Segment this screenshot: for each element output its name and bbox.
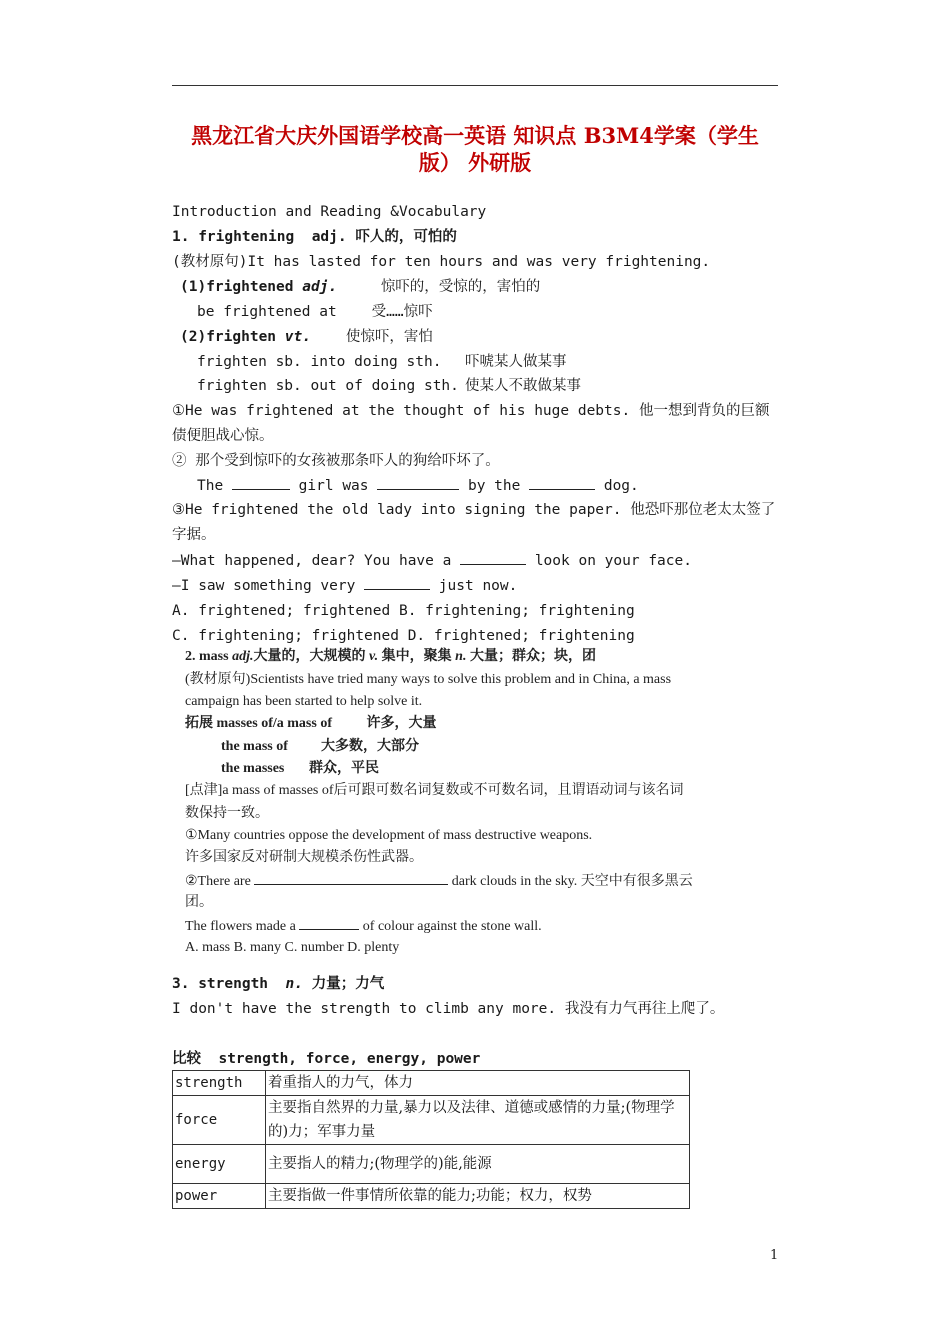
sub1-phrase: be frightened at <box>197 304 337 320</box>
item1-pos: adj. <box>311 229 347 245</box>
fill-blank-1[interactable] <box>232 476 290 490</box>
sub2-phrase1-cn: 吓唬某人做某事 <box>465 354 567 370</box>
item2-ext3 <box>221 759 379 779</box>
q-b: of colour against the stone wall. <box>362 919 542 934</box>
item1-word: 1. frightening <box>172 229 295 245</box>
ext2-phrase: the mass of <box>221 739 288 754</box>
fill-d: dog. <box>603 478 639 494</box>
document-title: 黑龙江省大庆外国语学校高一英语 知识点 B3M4学案（学生版） 外研版 <box>191 123 759 175</box>
item2-note-1: [点津]a mass of masses of后可跟可数名词复数或不可数名词，且谓语动词与该名词 <box>185 783 684 798</box>
item1-example3: ③He frightened the old lady into signing the paper. 他恐吓那位老太太签了字据。 <box>172 502 776 543</box>
fill-blank-3[interactable] <box>529 476 595 490</box>
compare-label: 比较 <box>172 1051 201 1067</box>
item2-question <box>185 916 542 937</box>
q1-blank[interactable] <box>460 551 526 565</box>
item1-heading <box>172 227 457 247</box>
ex2-b: dark clouds in the sky. 天空中有很多黑云 <box>451 874 693 889</box>
table-cell-desc: 着重指人的力气，体力 <box>266 1071 690 1096</box>
item1-fill-line <box>197 476 639 496</box>
item2-adj: adj. <box>232 649 254 664</box>
item1-sub1-phrase <box>197 302 433 322</box>
section-heading: Introduction and Reading &Vocabulary <box>172 204 487 220</box>
table-cell-desc: 主要指自然界的力量,暴力以及法律、道德或感情的力量;(物理学的)力；军事力量 <box>266 1096 690 1145</box>
sub2-pos: vt. <box>284 329 311 345</box>
sub2-phrase2-cn: 使某人不敢做某事 <box>465 378 581 394</box>
fill-a: The <box>197 478 224 494</box>
item3-heading <box>172 974 384 994</box>
sub1-word: (1)frightened <box>180 279 294 295</box>
item3-example: I don't have the strength to climb any more. 我没有力气再往上爬了。 <box>172 1001 725 1017</box>
item2-n-cn: 大量；群众；块，团 <box>469 649 596 664</box>
item2-example1-cn: 许多国家反对研制大规模杀伤性武器。 <box>185 850 423 865</box>
item1-source: (教材原句)It has lasted for ten hours and was very frightening. <box>172 254 711 270</box>
item1-sub2 <box>180 327 433 347</box>
item1-sub2-phrase1 <box>197 352 567 372</box>
item1-cn: 吓人的，可怕的 <box>355 229 457 245</box>
table-cell-word: force <box>173 1096 266 1145</box>
ex2-a: ②There are <box>185 874 251 889</box>
q1-a: —What happened, dear? You have a <box>172 553 452 569</box>
compare-words: strength, force, energy, power <box>218 1051 481 1067</box>
compare-heading <box>172 1049 480 1069</box>
fill-b: girl was <box>298 478 369 494</box>
item1-sub1 <box>180 277 540 297</box>
sub1-phrase-cn: 受……惊吓 <box>371 304 433 320</box>
ext3-phrase: the masses <box>221 761 285 776</box>
sub1-cn: 惊吓的，受惊的，害怕的 <box>380 279 541 295</box>
item3-word: 3. strength <box>172 976 269 992</box>
page-number: 1 <box>770 1248 779 1263</box>
item2-example2-cont: 团。 <box>185 895 213 910</box>
table-row <box>173 1184 690 1209</box>
item3-pos: n. <box>285 976 303 992</box>
fill-blank-2[interactable] <box>377 476 459 490</box>
table-cell-desc: 主要指人的精力;(物理学的)能,能源 <box>266 1145 690 1184</box>
ext3-cn: 群众，平民 <box>309 761 379 776</box>
item2-v: v. <box>368 649 379 664</box>
item2-word: 2. mass <box>185 649 229 664</box>
ext-label: 拓展 <box>185 716 213 731</box>
item2-heading <box>185 647 596 667</box>
compare-table <box>172 1070 690 1209</box>
item1-options-1: A. frightened; frightened B. frightening; frightening <box>172 603 635 619</box>
sub2-word: (2)frighten <box>180 329 277 345</box>
table-row <box>173 1071 690 1096</box>
item2-v-cn: 集中，聚集 <box>381 649 452 664</box>
ext1-cn: 许多，大量 <box>366 716 437 731</box>
q1-b: look on your face. <box>534 553 692 569</box>
sub2-cn: 使惊吓，害怕 <box>345 329 433 345</box>
q2-blank[interactable] <box>364 576 430 590</box>
q-a: The flowers made a <box>185 919 296 934</box>
ex2-blank[interactable] <box>254 871 448 885</box>
sub1-pos: adj. <box>302 279 338 295</box>
item1-example2: ② 那个受到惊吓的女孩被那条吓人的狗给吓坏了。 <box>172 453 500 469</box>
item2-note-2: 数保持一致。 <box>185 806 269 821</box>
table-cell-desc: 主要指做一件事情所依靠的能力;功能；权力，权势 <box>266 1184 690 1209</box>
item2-source-2: campaign has been started to help solve it. <box>185 694 423 709</box>
item2-ext1 <box>185 714 437 734</box>
table-row <box>173 1096 690 1145</box>
item1-sub2-phrase2 <box>197 376 581 396</box>
item2-example2 <box>185 871 693 892</box>
sub2-phrase1: frighten sb. into doing sth. <box>197 354 442 370</box>
item1-question-line1 <box>172 551 692 571</box>
header-rule <box>172 85 778 86</box>
table-row <box>173 1145 690 1184</box>
q-blank[interactable] <box>299 916 359 930</box>
item3-cn: 力量；力气 <box>311 976 385 992</box>
sub2-phrase2: frighten sb. out of doing sth. <box>197 378 459 394</box>
q2-b: just now. <box>438 578 518 594</box>
q2-a: —I saw something very <box>172 578 356 594</box>
table-cell-word: energy <box>173 1145 266 1184</box>
item2-source-1: (教材原句)Scientists have tried many ways to solve this problem and in China, a mass <box>185 672 672 687</box>
item2-n: n. <box>455 649 467 664</box>
table-cell-word: strength <box>173 1071 266 1096</box>
item2-options: A. mass B. many C. number D. plenty <box>185 940 400 955</box>
ext2-cn: 大多数，大部分 <box>321 739 419 754</box>
fill-c: by the <box>467 478 521 494</box>
item1-question-line2 <box>172 576 517 596</box>
item1-example1: ①He was frightened at the thought of his huge debts. 他一想到背负的巨额债便胆战心惊。 <box>172 403 770 444</box>
table-cell-word: power <box>173 1184 266 1209</box>
ext1-phrase: masses of/a mass of <box>216 716 332 731</box>
item1-options-2: C. frightening; frightened D. frightened; frightening <box>172 628 635 644</box>
item2-ext2 <box>221 737 419 757</box>
item2-adj-cn: 大量的，大规模的 <box>253 649 366 664</box>
item2-example1: ①Many countries oppose the development of mass destructive weapons. <box>185 828 593 843</box>
